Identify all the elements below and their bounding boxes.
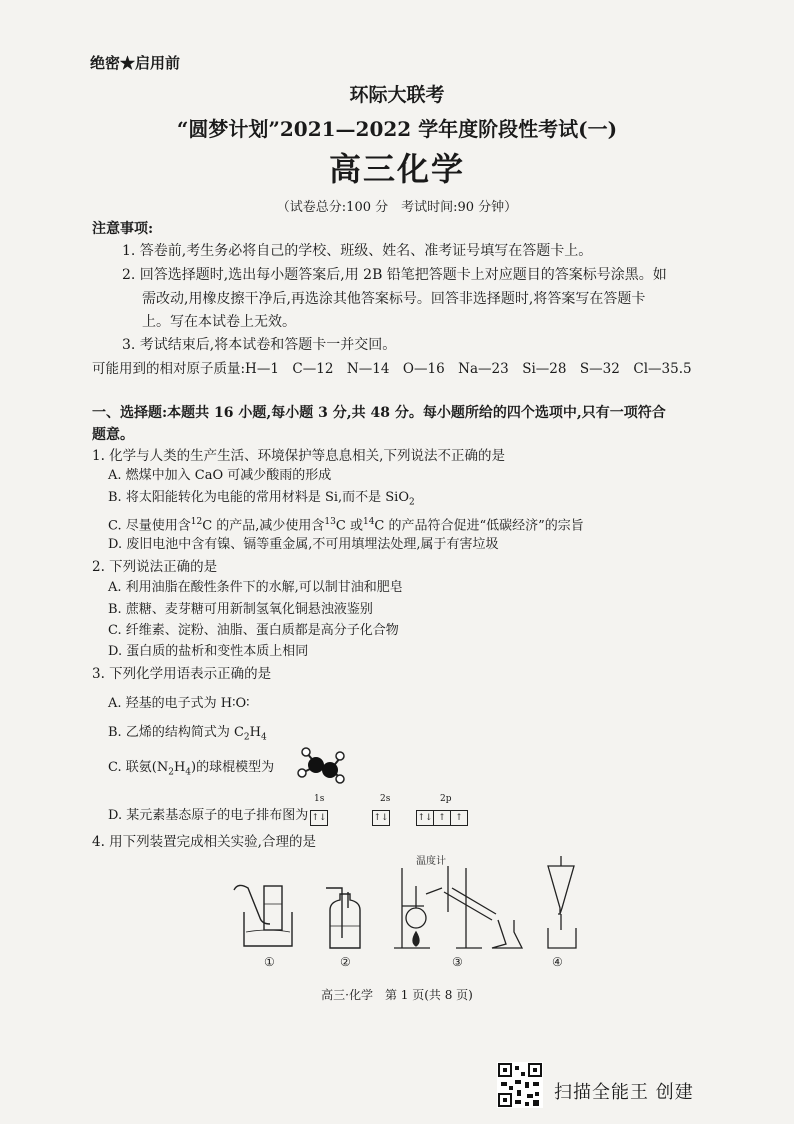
q3-option-b: B. 乙烯的结构简式为 $C_2H_4$ (108, 725, 267, 743)
section-heading: 一、选择题:本题共 16 小题,每小题 3 分,共 48 分。每小题所给的四个选项中,只有一项符合 (92, 405, 666, 421)
q1-option-a: A. 燃煤中加入 CaO 可减少酸雨的形成 (108, 468, 332, 483)
orbital-label-1s: 1s (314, 794, 325, 804)
q2-option-a: A. 利用油脂在酸性条件下的水解,可以制甘油和肥皂 (108, 580, 403, 595)
orbital-box-group-1s (310, 807, 327, 826)
notice-item: 需改动,用橡皮擦干净后,再选涂其他答案标号。回答非选择题时,将答案写在答题卡 (142, 291, 646, 307)
notice-title: 注意事项: (92, 221, 154, 237)
notice-item: 上。写在本试卷上无效。 (142, 314, 296, 330)
orbital-label-2s: 2s (380, 794, 391, 804)
q2-stem: 2. 下列说法正确的是 (92, 559, 218, 575)
q1-option-d: D. 废旧电池中含有镍、镉等重金属,不可用填埋法处理,属于有害垃圾 (108, 537, 499, 552)
apparatus-diagrams (230, 848, 590, 972)
q2-option-b: B. 蔗糖、麦芽糖可用新制氢氧化铜悬浊液鉴别 (108, 602, 373, 617)
thermometer-label: 温度计 (416, 856, 446, 867)
apparatus-label-1: ① (264, 955, 275, 969)
exam-title: “圆梦计划”2021—2022 学年度阶段性考试(一) (176, 117, 618, 141)
orbital-box: ↑↓ (372, 810, 390, 826)
orbital-box: ↑↓ (416, 810, 434, 826)
hydrazine-ball-stick-model (296, 744, 346, 784)
q3-option-d: D. 某元素基态原子的电子排布图为 (108, 808, 309, 823)
orbital-box-group-2p (416, 807, 467, 826)
apparatus-2 (326, 888, 360, 948)
q2-option-d: D. 蛋白质的盐析和变性本质上相同 (108, 644, 309, 659)
q2-option-c: C. 纤维素、淀粉、油脂、蛋白质都是高分子化合物 (108, 623, 399, 638)
apparatus-3 (394, 866, 522, 948)
apparatus-1 (234, 885, 292, 946)
apparatus-label-2: ② (340, 955, 351, 969)
security-label: 绝密★启用前 (90, 54, 181, 72)
scanner-watermark: 扫描全能王 创建 (554, 1082, 694, 1103)
orbital-box: ↑↓ (310, 810, 328, 826)
notice-item: 2. 回答选择题时,选出每小题答案后,用 2B 铅笔把答题卡上对应题目的答案标号涂黑。如 (122, 267, 667, 283)
notice-item: 1. 答卷前,考生务必将自己的学校、班级、姓名、准考证号填写在答题卡上。 (122, 243, 593, 259)
qr-code-icon (497, 1062, 543, 1108)
subject-title: 高三化学 (328, 150, 465, 188)
page-footer: 高三·化学 第 1 页(共 8 页) (321, 988, 473, 1002)
q3-option-a: A. 羟基的电子式为 H∶O∶ (108, 696, 250, 711)
q1-option-c: C. 尽量使用含$^{12}$C 的产品,减少使用含$^{13}$C 或$^{14}$C 的产品符合促进“低碳经济”的宗旨 (108, 517, 584, 534)
section-heading-cont: 题意。 (92, 427, 134, 443)
orbital-label-2p: 2p (440, 794, 452, 804)
exam-meta: （试卷总分:100 分 考试时间:90 分钟） (276, 200, 518, 215)
q3-stem: 3. 下列化学用语表示正确的是 (92, 666, 272, 682)
q1-stem: 1. 化学与人类的生产生活、环境保护等息息相关,下列说法不正确的是 (92, 448, 505, 464)
exam-organizer: 环际大联考 (349, 84, 445, 106)
apparatus-label-3: ③ (452, 955, 463, 969)
apparatus-4 (548, 856, 576, 948)
orbital-box-group-2s (372, 807, 389, 826)
atomic-masses: 可能用到的相对原子质量:H—1 C—12 N—14 O—16 Na—23 Si—28 S—32 Cl—35.5 (92, 361, 692, 377)
apparatus-label-4: ④ (552, 955, 563, 969)
orbital-box: ↑ (450, 810, 468, 826)
orbital-box: ↑ (433, 810, 451, 826)
notice-item: 3. 考试结束后,将本试卷和答题卡一并交回。 (122, 337, 397, 353)
q3-option-c: C. 联氨$(N_2H_4)$的球棍模型为 (108, 760, 275, 778)
q4-stem: 4. 用下列装置完成相关实验,合理的是 (92, 834, 316, 850)
q1-option-b: B. 将太阳能转化为电能的常用材料是 Si,而不是 SiO$_2$ (108, 490, 415, 508)
